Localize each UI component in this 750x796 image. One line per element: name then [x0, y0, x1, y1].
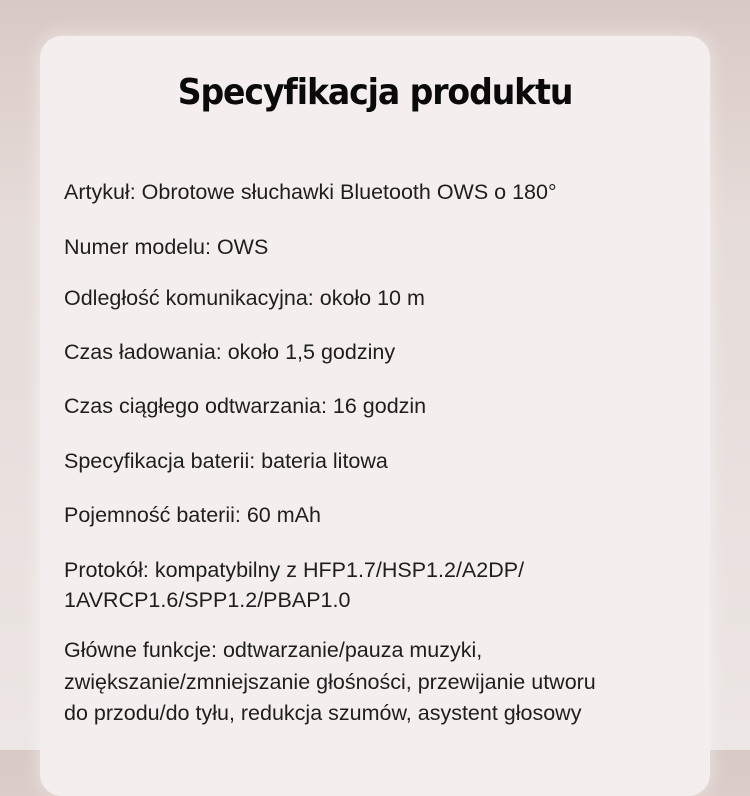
- spec-item-charging-time: Czas ładowania: około 1,5 godziny: [64, 340, 396, 364]
- page-title: Specyfikacja produktu: [177, 72, 573, 113]
- spec-item-battery-type: Specyfikacja baterii: bateria litowa: [64, 449, 388, 473]
- spec-item-battery-capacity: Pojemność baterii: 60 mAh: [64, 503, 321, 527]
- spec-item-model: Numer modelu: OWS: [64, 235, 269, 259]
- spec-item-functions-line-3: do przodu/do tyłu, redukcja szumów, asystent głosowy: [64, 701, 582, 725]
- spec-item-article: Artykuł: Obrotowe słuchawki Bluetooth OWS o 180°: [64, 180, 557, 204]
- spec-item-functions-line-2: zwiększanie/zmniejszanie głośności, przewijanie utworu: [64, 670, 596, 694]
- spec-item-protocol-line-1: Protokół: kompatybilny z HFP1.7/HSP1.2/A2DP/: [64, 558, 525, 582]
- spec-item-functions-line-1: Główne funkcje: odtwarzanie/pauza muzyki,: [64, 638, 483, 662]
- spec-item-range: Odległość komunikacyjna: około 10 m: [64, 286, 425, 310]
- spec-item-playback-time: Czas ciągłego odtwarzania: 16 godzin: [64, 394, 427, 418]
- spec-item-protocol-line-2: 1AVRCP1.6/SPP1.2/PBAP1.0: [64, 588, 351, 612]
